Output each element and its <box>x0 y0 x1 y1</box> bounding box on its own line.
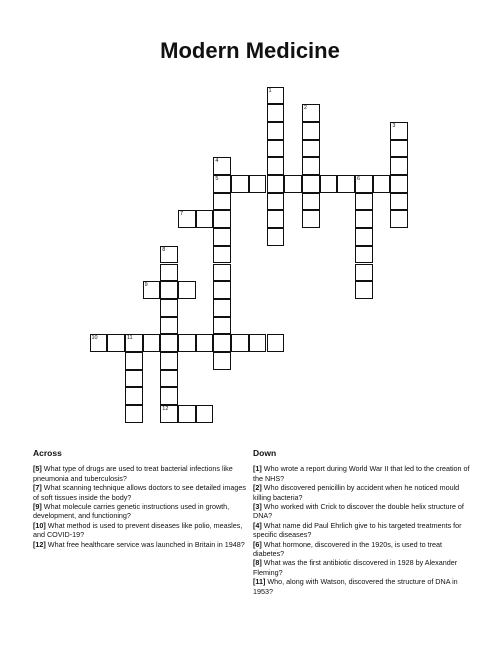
grid-cell[interactable] <box>125 370 143 388</box>
down-clue <box>253 521 471 540</box>
across-clue <box>33 464 251 483</box>
clue-label: [8] <box>253 558 262 568</box>
clue-label: [4] <box>253 520 262 530</box>
clue-label: [3] <box>253 502 262 512</box>
down-clues <box>253 449 471 596</box>
grid-cell[interactable] <box>178 281 196 299</box>
grid-cell[interactable] <box>302 210 320 228</box>
clue-number: 10 <box>91 335 98 342</box>
grid-cell[interactable] <box>160 370 178 388</box>
clue-text: What free healthcare service was launched in Britain in 1948? <box>45 539 245 549</box>
grid-cell[interactable] <box>178 405 196 423</box>
down-clue <box>253 577 471 596</box>
clue-label: [10] <box>33 520 46 530</box>
grid-cell[interactable] <box>160 264 178 282</box>
clue-text: What name did Paul Ehrlich give to his targeted treatments for specific diseases? <box>253 520 462 540</box>
grid-cell[interactable] <box>178 334 196 352</box>
grid-cell[interactable] <box>355 264 373 282</box>
grid-cell[interactable] <box>160 405 178 423</box>
across-heading: Across <box>33 448 62 458</box>
clue-label: [11] <box>253 577 266 587</box>
clue-text: What type of drugs are used to treat bacterial infections like pneumonia and tuberculosis? <box>33 464 233 483</box>
grid-cell[interactable] <box>267 193 285 211</box>
grid-cell[interactable] <box>160 387 178 405</box>
clue-number: 5 <box>215 176 219 182</box>
grid-cell[interactable] <box>107 334 125 352</box>
clue-number: 9 <box>144 282 148 289</box>
across-clue <box>33 540 251 549</box>
clue-text: Who wrote a report during World War II that led to the creation of the NHS? <box>253 464 470 483</box>
grid-cell[interactable] <box>267 175 285 193</box>
grid-cell[interactable] <box>143 334 161 352</box>
clue-number: 1 <box>268 87 272 94</box>
grid-cell[interactable] <box>213 193 231 211</box>
clue-text: What method is used to prevent diseases like polio, measles, and COVID-19? <box>33 520 243 540</box>
grid-cell[interactable] <box>213 157 231 175</box>
grid-cell[interactable] <box>213 175 231 193</box>
grid-cell[interactable] <box>355 246 373 264</box>
grid-cell[interactable] <box>355 281 373 299</box>
clue-number: 3 <box>392 122 396 129</box>
grid-cell[interactable] <box>213 246 231 264</box>
clue-text: Who, along with Watson, discovered the structure of DNA in 1953? <box>253 577 458 596</box>
grid-cell[interactable] <box>390 157 408 175</box>
grid-cell[interactable] <box>267 228 285 246</box>
puzzle-title: Modern Medicine <box>160 38 340 63</box>
grid-cell[interactable] <box>249 175 267 193</box>
clue-number: 7 <box>180 211 184 218</box>
grid-cell[interactable] <box>249 334 267 352</box>
grid-cell[interactable] <box>160 299 178 317</box>
across-clue <box>33 521 251 540</box>
grid-cell[interactable] <box>355 193 373 211</box>
grid-cell[interactable] <box>373 175 391 193</box>
clue-label: [5] <box>33 464 42 474</box>
down-clue <box>253 502 471 521</box>
clue-number: 4 <box>215 158 219 165</box>
clue-number: 11 <box>126 335 133 342</box>
grid-cell[interactable] <box>213 228 231 246</box>
down-clue <box>253 558 471 577</box>
grid-cell[interactable] <box>213 210 231 228</box>
grid-cell[interactable] <box>143 281 161 299</box>
grid-cell[interactable] <box>160 352 178 370</box>
grid-cell[interactable] <box>267 87 285 105</box>
grid-cell[interactable] <box>284 175 302 193</box>
grid-cell[interactable] <box>390 122 408 140</box>
grid-cell[interactable] <box>267 334 285 352</box>
across-clues <box>33 449 251 549</box>
grid-cell[interactable] <box>267 210 285 228</box>
grid-cell[interactable] <box>267 104 285 122</box>
clue-number: 12 <box>162 406 169 413</box>
grid-cell[interactable] <box>267 157 285 175</box>
grid-cell[interactable] <box>231 334 249 352</box>
grid-cell[interactable] <box>320 175 338 193</box>
grid-cell[interactable] <box>267 140 285 158</box>
grid-cell[interactable] <box>355 210 373 228</box>
clue-text: Who discovered penicillin by accident when he noticed mould killing bacteria? <box>253 483 460 502</box>
grid-cell[interactable] <box>390 140 408 158</box>
grid-cell[interactable] <box>90 334 108 352</box>
grid-cell[interactable] <box>213 334 231 352</box>
grid-cell[interactable] <box>160 246 178 264</box>
grid-cell[interactable] <box>355 175 373 193</box>
grid-cell[interactable] <box>125 405 143 423</box>
grid-cell[interactable] <box>302 193 320 211</box>
down-clue <box>253 540 471 559</box>
grid-cell[interactable] <box>196 405 214 423</box>
grid-cell[interactable] <box>302 122 320 140</box>
grid-cell[interactable] <box>302 157 320 175</box>
grid-cell[interactable] <box>196 334 214 352</box>
grid-cell[interactable] <box>390 175 408 193</box>
down-heading: Down <box>253 448 277 458</box>
grid-cell[interactable] <box>213 317 231 335</box>
grid-cell[interactable] <box>302 140 320 158</box>
clue-text: What hormone, discovered in the 1920s, is used to treat diabetes? <box>253 539 442 559</box>
clue-label: [1] <box>253 464 262 474</box>
grid-cell[interactable] <box>390 193 408 211</box>
clue-label: [7] <box>33 483 42 493</box>
grid-cell[interactable] <box>178 210 196 228</box>
grid-cell[interactable] <box>125 334 143 352</box>
clue-number: 8 <box>162 246 166 253</box>
grid-cell[interactable] <box>267 122 285 140</box>
clue-number: 2 <box>303 105 307 112</box>
clue-label: [9] <box>33 502 42 512</box>
clue-text: What scanning technique allows doctors to see detailed images of soft tissues inside the body? <box>33 483 246 502</box>
clue-label: [12] <box>33 539 46 549</box>
grid-cell[interactable] <box>213 281 231 299</box>
down-clue <box>253 483 471 502</box>
clue-label: [2] <box>253 483 262 493</box>
grid-cell[interactable] <box>213 264 231 282</box>
grid-cell[interactable] <box>337 175 355 193</box>
grid-cell[interactable] <box>213 299 231 317</box>
down-clue <box>253 464 471 483</box>
clue-number: 6 <box>357 176 361 182</box>
grid-cell[interactable] <box>390 210 408 228</box>
grid-cell[interactable] <box>302 175 320 193</box>
clue-text: What was the first antibiotic discovered in 1928 by Alexander Fleming? <box>253 558 458 577</box>
grid-cell[interactable] <box>125 352 143 370</box>
grid-cell[interactable] <box>231 175 249 193</box>
grid-cell[interactable] <box>196 210 214 228</box>
clue-text: What molecule carries genetic instructions used in growth, development, and functioning? <box>33 502 230 521</box>
grid-cell[interactable] <box>160 317 178 335</box>
grid-cell[interactable] <box>160 281 178 299</box>
grid-cell[interactable] <box>160 334 178 352</box>
clue-text: Who worked with Crick to discover the double helix structure of DNA? <box>253 502 464 521</box>
clue-label: [6] <box>253 539 262 549</box>
grid-cell[interactable] <box>302 104 320 122</box>
grid-cell[interactable] <box>355 228 373 246</box>
grid-cell[interactable] <box>213 352 231 370</box>
across-clue <box>33 483 251 502</box>
grid-cell[interactable] <box>125 387 143 405</box>
across-clue <box>33 502 251 521</box>
